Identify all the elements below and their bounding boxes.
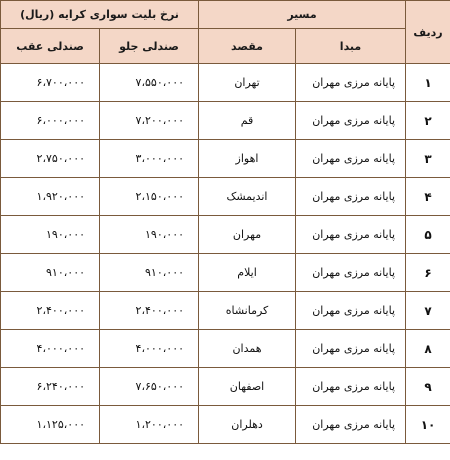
header-back-seat: صندلی عقب: [1, 29, 100, 64]
row-number: ۱: [406, 64, 450, 102]
header-fare: نرخ بلیت سواری کرایه (ریال): [1, 1, 199, 29]
header-destination: مقصد: [199, 29, 296, 64]
table-row: [1, 64, 450, 102]
back-seat-fare: ۶،۷۰۰،۰۰۰: [1, 64, 100, 102]
origin-cell: پایانه مرزی مهران: [296, 368, 406, 406]
row-number: ۷: [406, 292, 450, 330]
destination-cell: مهران: [199, 216, 296, 254]
table-header: [1, 1, 450, 64]
table-row: [1, 216, 450, 254]
row-number: ۶: [406, 254, 450, 292]
row-number: ۸: [406, 330, 450, 368]
back-seat-fare: ۱،۹۲۰،۰۰۰: [1, 178, 100, 216]
origin-cell: پایانه مرزی مهران: [296, 64, 406, 102]
back-seat-fare: ۱۹۰،۰۰۰: [1, 216, 100, 254]
origin-cell: پایانه مرزی مهران: [296, 254, 406, 292]
front-seat-fare: ۱۹۰،۰۰۰: [100, 216, 199, 254]
header-route: مسیر: [199, 1, 406, 29]
front-seat-fare: ۱،۲۰۰،۰۰۰: [100, 406, 199, 444]
origin-cell: پایانه مرزی مهران: [296, 102, 406, 140]
table-row: [1, 178, 450, 216]
origin-cell: پایانه مرزی مهران: [296, 292, 406, 330]
destination-cell: قم: [199, 102, 296, 140]
origin-cell: پایانه مرزی مهران: [296, 406, 406, 444]
table-row: [1, 254, 450, 292]
row-number: ۲: [406, 102, 450, 140]
row-number: ۹: [406, 368, 450, 406]
front-seat-fare: ۷،۶۵۰،۰۰۰: [100, 368, 199, 406]
row-number: ۴: [406, 178, 450, 216]
table-row: [1, 406, 450, 444]
front-seat-fare: ۷،۵۵۰،۰۰۰: [100, 64, 199, 102]
front-seat-fare: ۹۱۰،۰۰۰: [100, 254, 199, 292]
table-row: [1, 102, 450, 140]
row-number: ۳: [406, 140, 450, 178]
row-number: ۵: [406, 216, 450, 254]
destination-cell: اهواز: [199, 140, 296, 178]
back-seat-fare: ۱،۱۲۵،۰۰۰: [1, 406, 100, 444]
destination-cell: ایلام: [199, 254, 296, 292]
destination-cell: همدان: [199, 330, 296, 368]
table-row: [1, 140, 450, 178]
table-row: [1, 368, 450, 406]
header-origin: مبدا: [296, 29, 406, 64]
front-seat-fare: ۳،۰۰۰،۰۰۰: [100, 140, 199, 178]
destination-cell: اندیمشک: [199, 178, 296, 216]
destination-cell: کرمانشاه: [199, 292, 296, 330]
destination-cell: دهلران: [199, 406, 296, 444]
table-row: [1, 292, 450, 330]
table-row: [1, 330, 450, 368]
back-seat-fare: ۲،۴۰۰،۰۰۰: [1, 292, 100, 330]
origin-cell: پایانه مرزی مهران: [296, 178, 406, 216]
origin-cell: پایانه مرزی مهران: [296, 330, 406, 368]
header-front-seat: صندلی جلو: [100, 29, 199, 64]
back-seat-fare: ۶،۰۰۰،۰۰۰: [1, 102, 100, 140]
front-seat-fare: ۲،۴۰۰،۰۰۰: [100, 292, 199, 330]
back-seat-fare: ۲،۷۵۰،۰۰۰: [1, 140, 100, 178]
back-seat-fare: ۹۱۰،۰۰۰: [1, 254, 100, 292]
row-number: ۱۰: [406, 406, 450, 444]
front-seat-fare: ۴،۰۰۰،۰۰۰: [100, 330, 199, 368]
origin-cell: پایانه مرزی مهران: [296, 216, 406, 254]
back-seat-fare: ۴،۰۰۰،۰۰۰: [1, 330, 100, 368]
origin-cell: پایانه مرزی مهران: [296, 140, 406, 178]
destination-cell: تهران: [199, 64, 296, 102]
front-seat-fare: ۷،۲۰۰،۰۰۰: [100, 102, 199, 140]
table-body: [1, 64, 450, 444]
back-seat-fare: ۶،۲۴۰،۰۰۰: [1, 368, 100, 406]
front-seat-fare: ۲،۱۵۰،۰۰۰: [100, 178, 199, 216]
header-row-number: ردیف: [406, 1, 450, 64]
destination-cell: اصفهان: [199, 368, 296, 406]
